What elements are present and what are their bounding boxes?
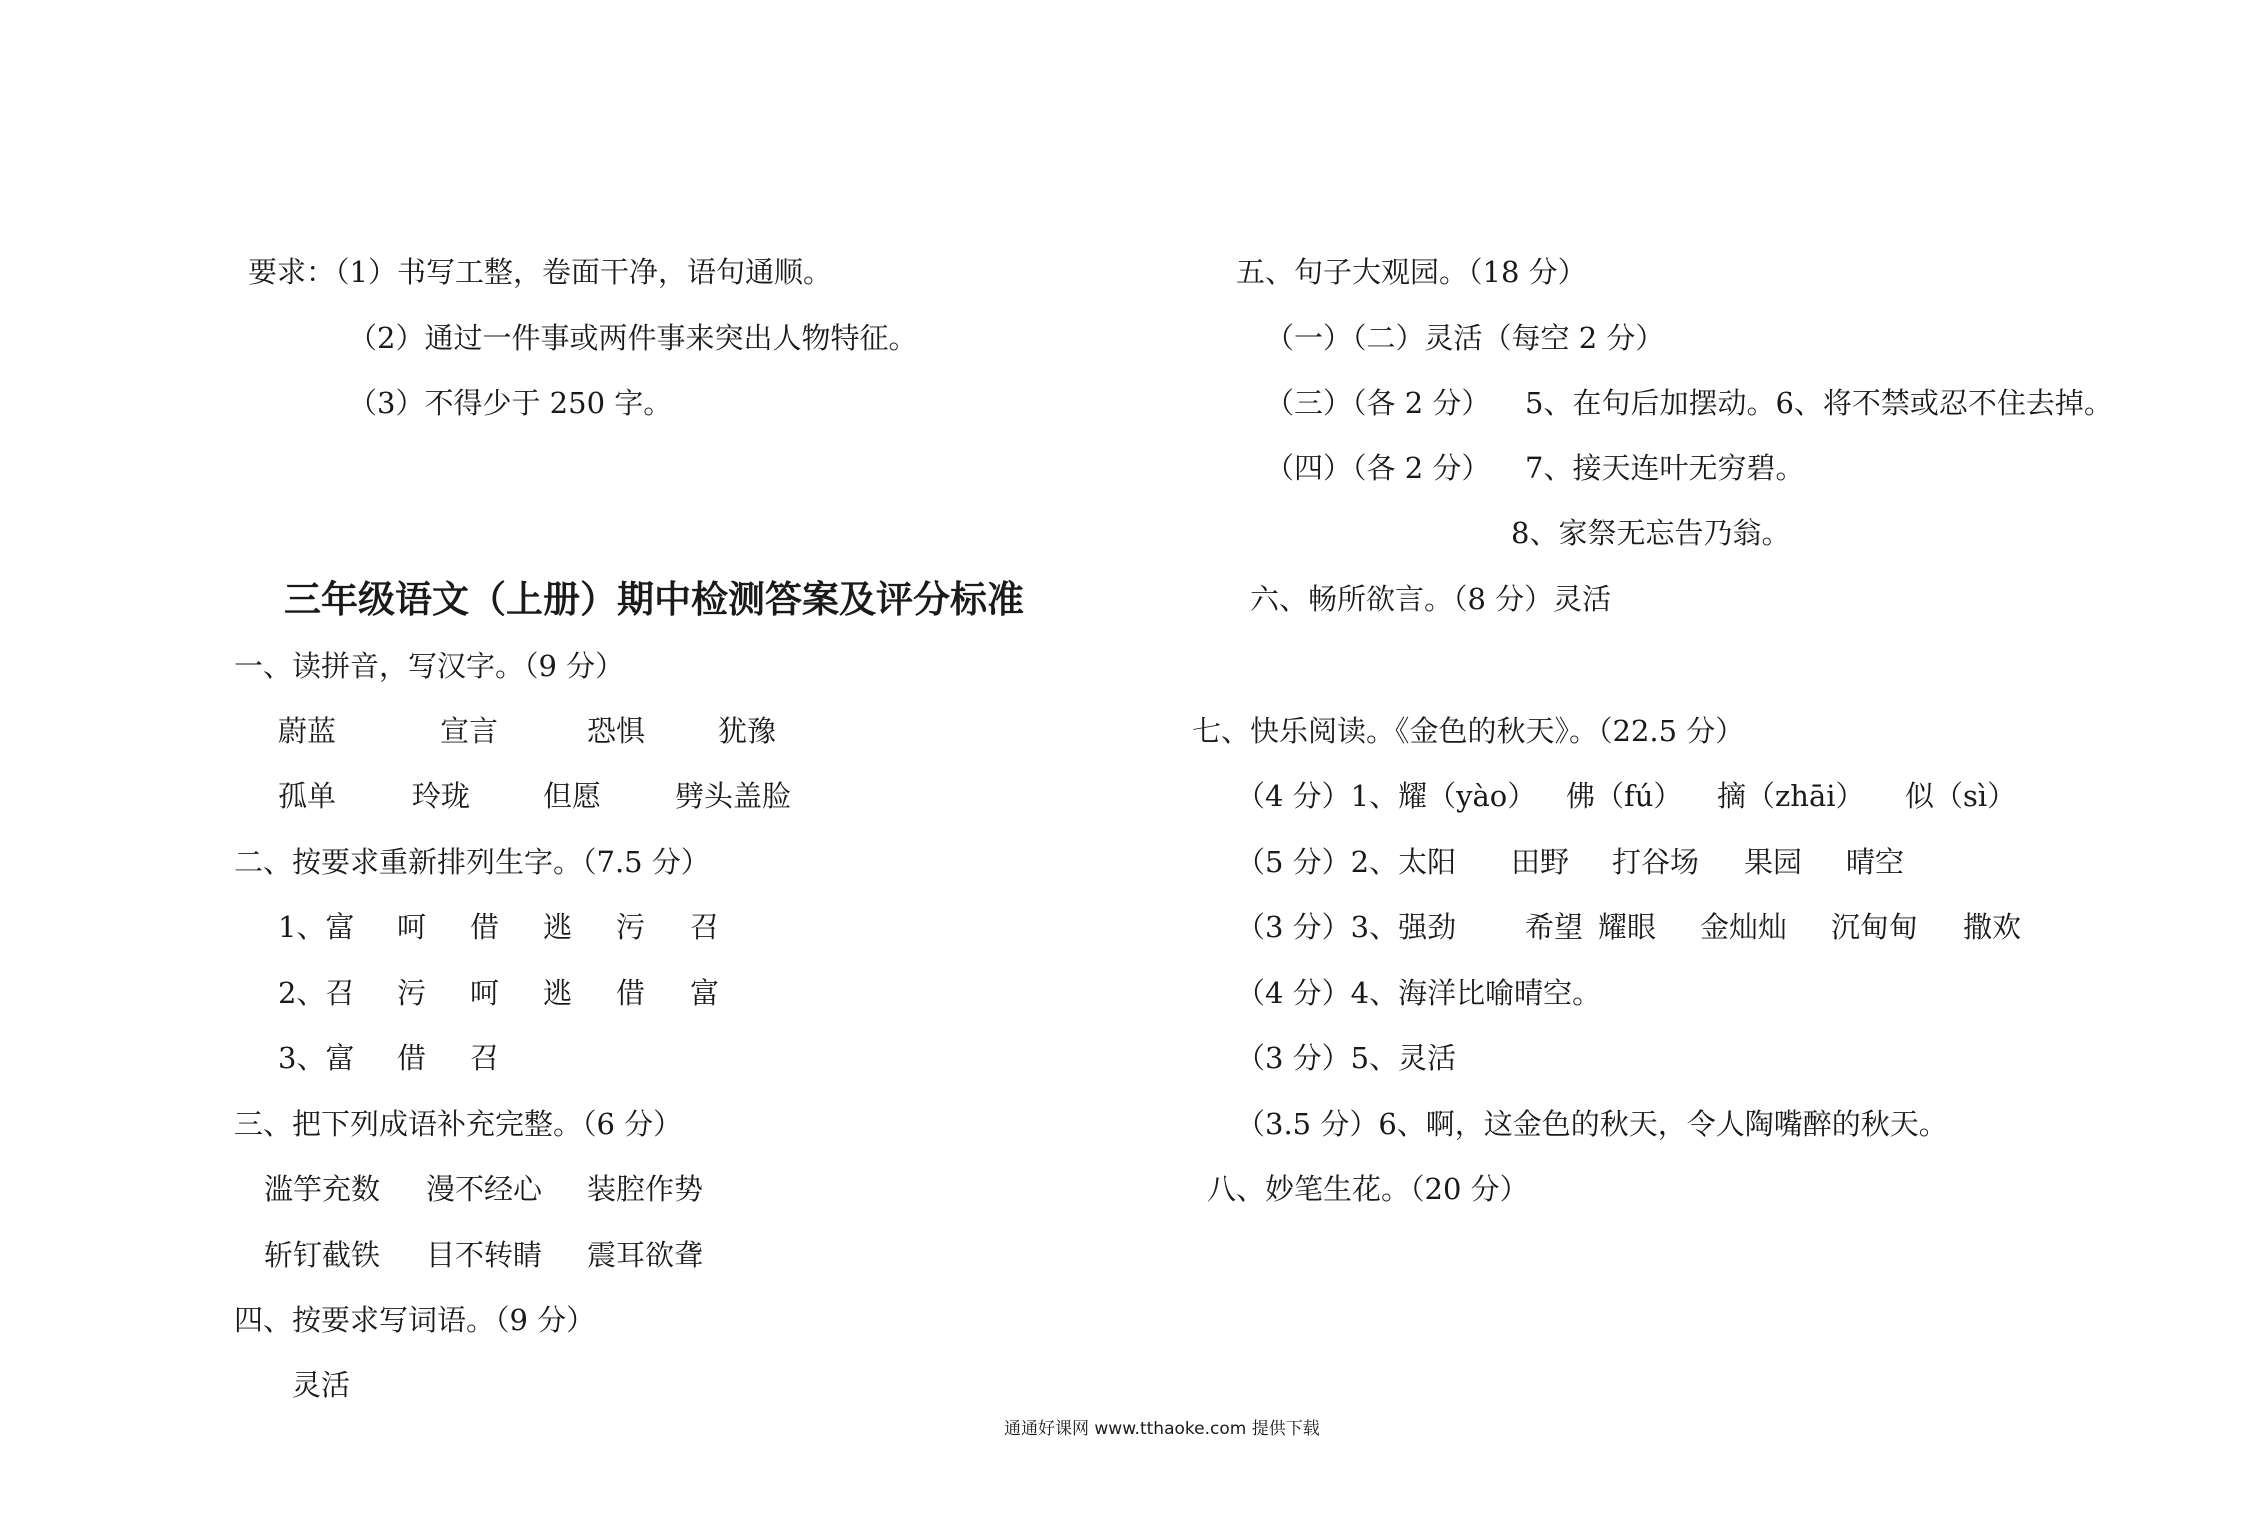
idiom: 漫不经心 xyxy=(426,1172,543,1206)
char: 召 xyxy=(470,1041,500,1075)
section-7-q1 xyxy=(0,778,2244,814)
section-7-q6: （3.5 分）6、啊，这金色的秋天，令人陶嘴醉的秋天。 xyxy=(1236,1107,1948,1141)
section-2-row-3 xyxy=(0,1040,1000,1076)
idiom: 斩钉截铁 xyxy=(264,1238,381,1272)
word: 宣言 xyxy=(440,714,499,748)
answer: 耀眼 xyxy=(1598,910,1657,944)
answer: 金灿灿 xyxy=(1700,910,1788,944)
idiom: 滥竽充数 xyxy=(264,1172,381,1206)
section-7-heading: 七、快乐阅读。《金色的秋天》。（22.5 分） xyxy=(1192,714,1745,748)
word: 玲珑 xyxy=(412,779,471,813)
answer: （4 分）1、耀（yào） xyxy=(1236,779,1537,813)
answer: 希望 xyxy=(1525,910,1584,944)
answer: 田野 xyxy=(1511,845,1570,879)
section-5-line-1: （一）（二）灵活（每空 2 分） xyxy=(1265,321,1665,355)
label: （四）（各 2 分） xyxy=(1265,451,1491,485)
answer: 7、接天连叶无穷碧。 xyxy=(1525,451,1805,485)
section-5-line-4: 8、家祭无忘告乃翁。 xyxy=(1511,516,1791,550)
char: 2、召 xyxy=(278,976,355,1010)
section-5-line-2 xyxy=(0,385,2244,421)
section-6-heading: 六、畅所欲言。（8 分）灵活 xyxy=(1250,582,1612,616)
char: 3、富 xyxy=(278,1041,355,1075)
section-1-heading: 一、读拼音，写汉字。（9 分） xyxy=(234,649,625,683)
section-5-line-3 xyxy=(0,450,2244,486)
char: 逃 xyxy=(543,910,573,944)
section-3-heading: 三、把下列成语补充完整。（6 分） xyxy=(234,1107,683,1141)
section-3-row-2 xyxy=(0,1237,1000,1273)
char: 借 xyxy=(470,910,500,944)
section-4-heading: 四、按要求写词语。（9 分） xyxy=(234,1303,596,1337)
word: 但愿 xyxy=(543,779,602,813)
section-8-heading: 八、妙笔生花。（20 分） xyxy=(1207,1172,1529,1206)
section-2-row-2 xyxy=(0,975,1000,1011)
char: 呵 xyxy=(470,976,500,1010)
section-7-q4: （4 分）4、海洋比喻晴空。 xyxy=(1236,976,1602,1010)
section-3-row-1 xyxy=(0,1171,1000,1207)
requirement-3: （3）不得少于 250 字。 xyxy=(348,386,673,420)
section-7-q5: （3 分）5、灵活 xyxy=(1236,1041,1457,1075)
char: 召 xyxy=(690,910,720,944)
requirement-1: 要求：（1）书写工整，卷面干净，语句通顺。 xyxy=(248,255,832,289)
answer: 晴空 xyxy=(1846,845,1905,879)
page-title: 三年级语文（上册）期中检测答案及评分标准 xyxy=(284,578,1024,621)
word: 劈头盖脸 xyxy=(675,779,792,813)
char: 污 xyxy=(616,910,646,944)
char: 借 xyxy=(616,976,646,1010)
section-7-q2 xyxy=(0,844,2244,880)
answer: 果园 xyxy=(1744,845,1803,879)
word: 犹豫 xyxy=(718,714,777,748)
answer: 打谷场 xyxy=(1612,845,1700,879)
char: 1、富 xyxy=(278,910,355,944)
char: 富 xyxy=(690,976,720,1010)
section-7-q3 xyxy=(0,909,2244,945)
char: 逃 xyxy=(543,976,573,1010)
footer-credit: 通通好课网 www.tthaoke.com 提供下载 xyxy=(1004,1419,1320,1439)
word: 蔚蓝 xyxy=(278,714,337,748)
requirement-2: （2）通过一件事或两件事来突出人物特征。 xyxy=(348,321,918,355)
label: （三）（各 2 分） xyxy=(1265,386,1491,420)
answer: 5、在句后加摆动。6、将不禁或忍不住去掉。 xyxy=(1525,386,2113,420)
idiom: 震耳欲聋 xyxy=(587,1238,704,1272)
word: 恐惧 xyxy=(587,714,646,748)
idiom: 装腔作势 xyxy=(587,1172,704,1206)
section-5-heading: 五、句子大观园。（18 分） xyxy=(1236,255,1587,289)
section-4-answer: 灵活 xyxy=(292,1368,351,1402)
answer: 撒欢 xyxy=(1963,910,2022,944)
char: 呵 xyxy=(397,910,427,944)
answer: （3 分）3、强劲 xyxy=(1236,910,1457,944)
idiom: 目不转睛 xyxy=(426,1238,543,1272)
char: 污 xyxy=(397,976,427,1010)
char: 借 xyxy=(397,1041,427,1075)
answer: 佛（fú） xyxy=(1566,779,1683,813)
answer: 似（sì） xyxy=(1905,779,2017,813)
section-1-row-1 xyxy=(0,713,1000,749)
section-2-heading: 二、按要求重新排列生字。（7.5 分） xyxy=(234,845,710,879)
answer: 沉甸甸 xyxy=(1831,910,1919,944)
word: 孤单 xyxy=(278,779,337,813)
answer: 摘（zhāi） xyxy=(1717,779,1865,813)
answer: （5 分）2、太阳 xyxy=(1236,845,1457,879)
